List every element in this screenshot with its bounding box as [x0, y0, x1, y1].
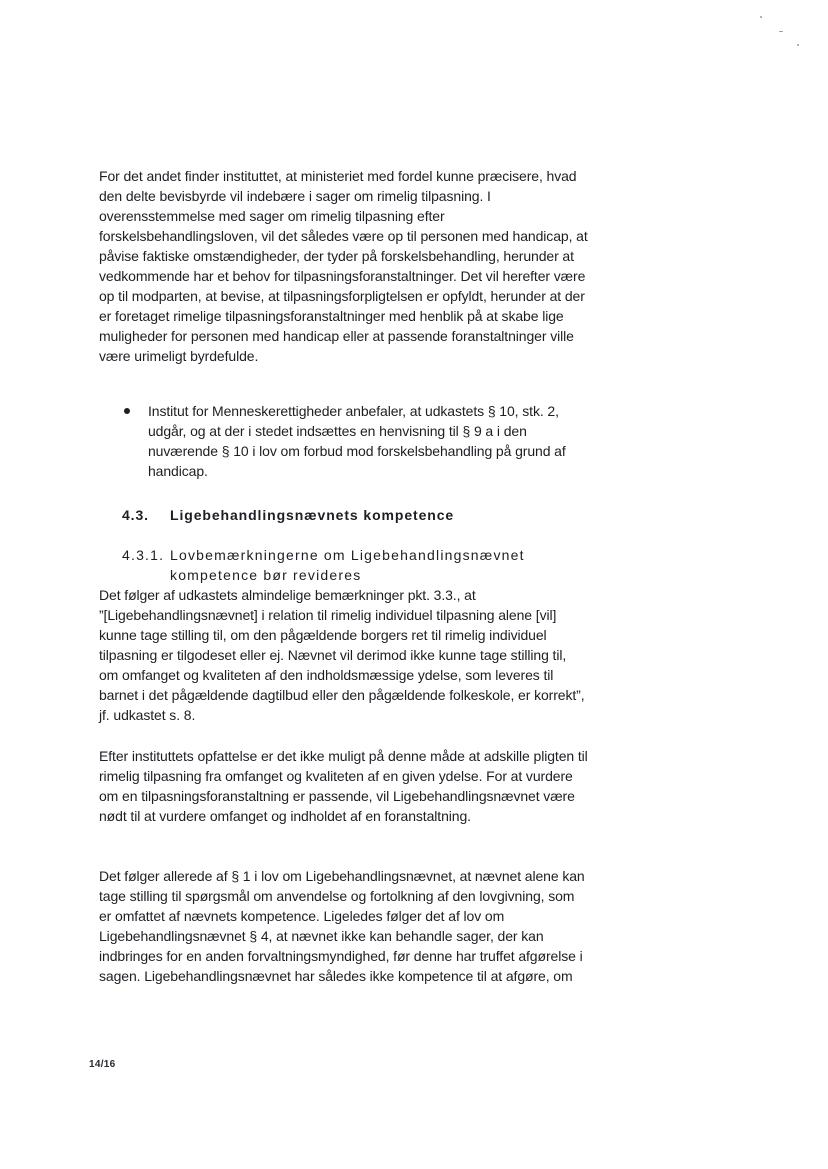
section-number: 4.3. — [122, 507, 149, 523]
scan-speck — [760, 16, 762, 18]
page-number: 14/16 — [89, 1059, 116, 1070]
paragraph-remarks-quote: Det følger af udkastets almindelige bemærkninger pkt. 3.3., at ”[Ligebehandlingsnævnet] i relation til rimelig individuel tilpasning alene [vil] kunne tage stilling til, om den pågældende borgers ret til rimelig individuel tilpasning er tilgodeset eller ej. Nævnet vil derimod ikke kunne tage stilling til, om omfanget og kvaliteten af den indholdsmæssige ydelse, som leveres til barnet i det pågældende dagtilbud eller den pågældende folkeskole, er korrekt”, jf. udkastet s. 8. — [99, 587, 585, 723]
paragraph-board-competence: Det følger allerede af § 1 i lov om Ligebehandlingsnævnet, at nævnet alene kan tage stilling til spørgsmål om anvendelse og fortolkning af den lovgivning, som er omfattet af nævnets kompetence. Ligeledes følger det af lov om Ligebehandlingsnævnet § 4, at nævnet ikke kan behandle sager, der kan indbringes for en anden forvaltningsmyndighed, før denne har truffet afgørelse i sagen. Ligebehandlingsnævnet har således ikke kompetence til at afgøre, om — [99, 868, 585, 984]
recommendation-list — [124, 401, 594, 481]
recommendation-text: Institut for Menneskerettigheder anbefaler, at udkastets § 10, stk. 2, udgår, og at der i stedet indsættes en henvisning til § 9 a i den nuværende § 10 i lov om forbud mod forskelsbehandling på grund af handicap. — [148, 403, 566, 479]
subsection-heading — [122, 545, 592, 585]
recommendation-item — [124, 401, 594, 481]
paragraph-burden-of-proof: For det andet finder instituttet, at ministeriet med fordel kunne præcisere, hvad den delte bevisbyrde vil indebære i sager om rimelig tilpasning. I overensstemmelse med sager om rimelig tilpasning efter forskelsbehandlingsloven, vil det således være op til personen med handicap, at påvise faktiske omstændigheder, der tyder på forskelsbehandling, herunder at vedkommende har et behov for tilpasningsforanstaltninger. Det vil herefter være op til modparten, at bevise, at tilpasningsforpligtelsen er opfyldt, herunder at der er foretaget rimelige tilpasningsforanstaltninger med henblik på at skabe lige muligheder for personen med handicap eller at passende foranstaltninger ville være urimeligt byrdefulde. — [99, 168, 588, 364]
section-heading — [122, 505, 454, 525]
bullet-icon — [124, 408, 130, 414]
subsection-number: 4.3.1. — [122, 547, 165, 563]
scan-speck — [797, 44, 799, 46]
subsection-title-line-2: kompetence bør revideres — [170, 567, 362, 583]
subsection-title-line-1: Lovbemærkningerne om Ligebehandlingsnævnet — [170, 547, 525, 563]
scan-speck — [779, 31, 783, 32]
paragraph-institute-opinion: Efter instituttets opfattelse er det ikke muligt på denne måde at adskille pligten til rimelig tilpasning fra omfanget og kvaliteten af en given ydelse. For at vurdere om en tilpasningsforanstaltning er passende, vil Ligebehandlingsnævnet være nødt til at vurdere omfanget og indholdet af en foranstaltning. — [99, 748, 588, 824]
section-title: Ligebehandlingsnævnets kompetence — [170, 507, 455, 523]
